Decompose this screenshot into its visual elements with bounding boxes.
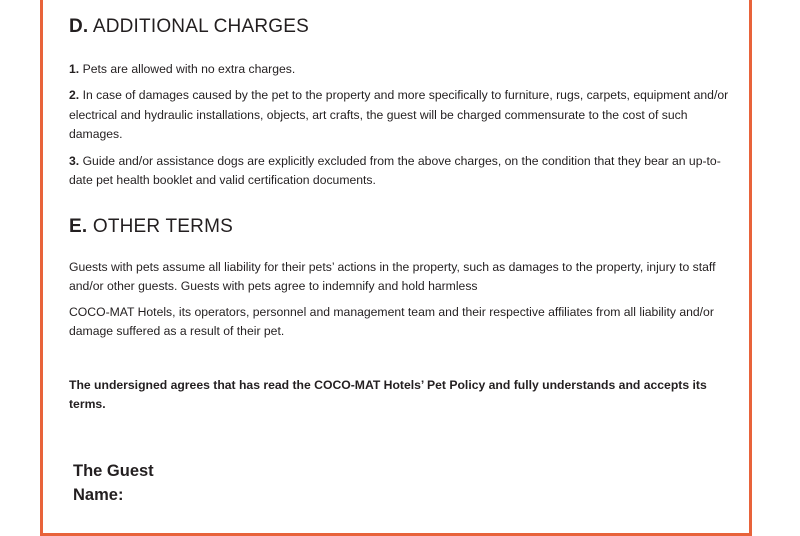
section-d-letter: D.: [69, 16, 89, 37]
acknowledgement-statement: The undersigned agrees that has read the COCO-MAT Hotels’ Pet Policy and fully understands and accepts its terms.: [69, 378, 707, 412]
section-e-letter: E.: [69, 216, 88, 237]
terms-paragraph: Guests with pets assume all liability for their pets’ actions in the property, such as damages to the property, injury to staff and/or other guests. Guests with pets agree to indemnify and hold harmless: [69, 260, 716, 294]
signature-block: [73, 459, 154, 507]
item-number: 3.: [69, 153, 80, 168]
list-item: [69, 60, 729, 79]
additional-charges-list: [69, 60, 729, 197]
item-text: Guide and/or assistance dogs are explicitly excluded from the above charges, on the condition that they bear an up-to-date pet health booklet and valid certification documents.: [69, 153, 721, 188]
item-text: Pets are allowed with no extra charges.: [82, 62, 296, 76]
section-e-title: OTHER TERMS: [92, 216, 233, 237]
guest-title: The Guest: [73, 462, 154, 480]
list-item: [69, 86, 729, 144]
section-e-heading: [69, 216, 233, 238]
terms-paragraph: COCO-MAT Hotels, its operators, personnel and management team and their respective affiliates from all liability and/or damage suffered as a result of their pet.: [69, 304, 714, 339]
section-d-title: ADDITIONAL CHARGES: [92, 16, 309, 37]
item-number: 2.: [69, 88, 80, 103]
item-number: 1.: [69, 62, 80, 76]
section-d-heading: [69, 16, 309, 38]
guest-name-label: Name:: [73, 486, 124, 504]
item-text: In case of damages caused by the pet to the property and more specifically to furniture, rugs, carpets, equipment and/or electrical and hydraulic installations, objects, art crafts, the guest will be charged commensurate to the cost of such damages.: [69, 88, 729, 142]
list-item: [69, 152, 729, 191]
other-terms-text: [69, 258, 729, 348]
